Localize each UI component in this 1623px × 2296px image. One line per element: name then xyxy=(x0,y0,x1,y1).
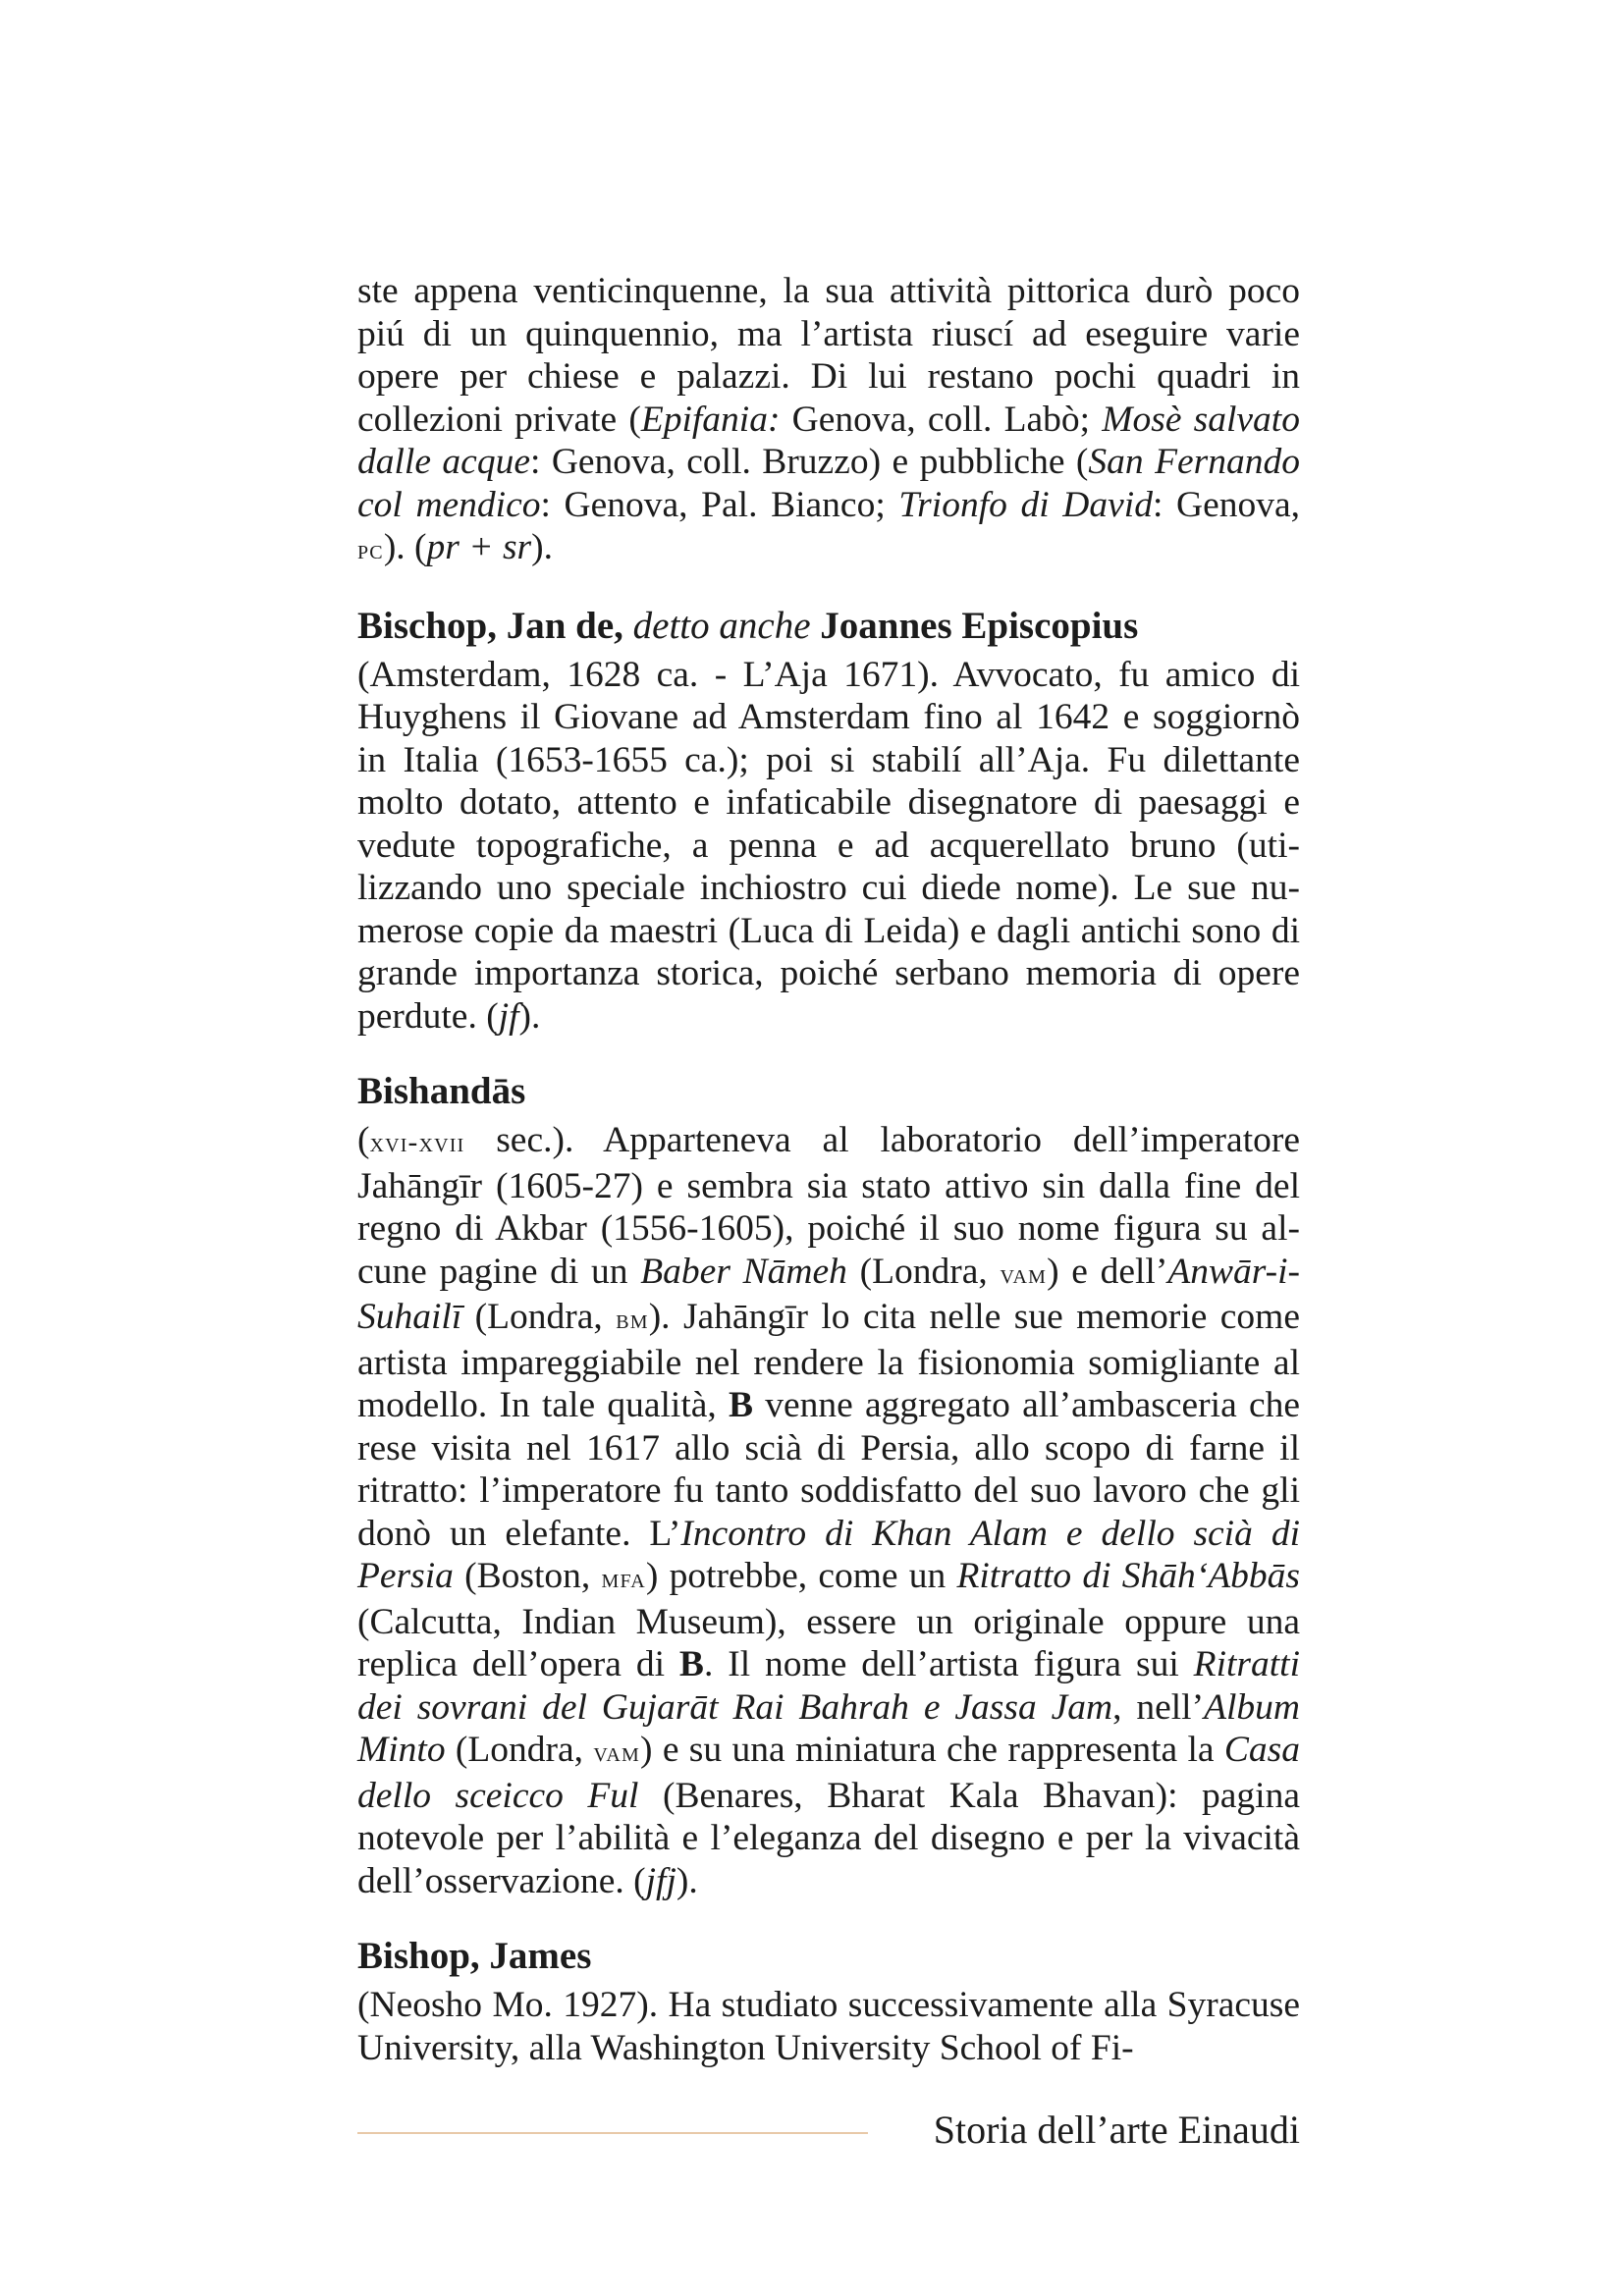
entry-alias: Joannes Episcopius xyxy=(820,604,1139,647)
text-run: ). xyxy=(518,995,541,1037)
entry-bishandas xyxy=(357,1067,1300,1902)
entry-text xyxy=(357,654,1300,1039)
entry-bischop xyxy=(357,602,1300,1039)
abbreviation: vam xyxy=(593,1736,640,1768)
text-run: ). ( xyxy=(383,527,427,567)
text-run: ). Jahāngīr lo cita nelle sue memorie come artista impareggiabile nel rendere la fisionomia somigliante al modello. In tale qualità, xyxy=(357,1297,1300,1425)
text-run: ) e su una miniatura che rappresenta la xyxy=(640,1730,1224,1770)
entry-bishop xyxy=(357,1932,1300,2069)
text-run: ). xyxy=(676,1860,698,1901)
text-run: (Amsterdam, 1628 ca. - L’Aja 1671). Avvocato, fu amico di Huyghens il Giovane ad Amsterdam fino al 1642 e soggiornò in Italia (1653-1655 ca.); poi si stabilí all’Aja. Fu dilettante molto dotato, attento e infaticabile disegnatore di paesaggi e vedute topografiche, a penna e ad acquerellato bruno (utilizzando uno speciale inchiostro cui diede nome). Le sue numerose copie da maestri (Luca di Leida) e dagli antichi sono di grande importanza storica, poiché serbano memoria di opere perdute. ( xyxy=(357,654,1300,1037)
entry-heading xyxy=(357,1932,1300,1981)
text-run: ) e dell’ xyxy=(1047,1251,1168,1292)
text-run: ). xyxy=(531,527,554,567)
text-run: : Genova, coll. Bruzzo) e pubbliche ( xyxy=(529,442,1089,482)
work-title: Casa dello sceicco Ful xyxy=(357,1730,1300,1816)
entry-text xyxy=(357,1984,1300,2069)
entry-heading xyxy=(357,1067,1300,1116)
text-run: . Il nome dell’artista figura sui xyxy=(703,1644,1194,1684)
text-run: , nell’ xyxy=(1112,1686,1205,1728)
work-title: Baber Nāmeh xyxy=(640,1251,847,1292)
work-title: Ritratti dei sovrani del Gujarāt Rai Bahrah e Jassa Jam xyxy=(357,1644,1300,1728)
text-run: (Boston, xyxy=(453,1556,602,1596)
text-run: ) potrebbe, come un xyxy=(645,1556,957,1596)
entry-heading xyxy=(357,602,1300,651)
text-run: ( xyxy=(357,1120,370,1160)
work-title: Mosè salvato dalle acque xyxy=(357,399,1300,482)
page-footer xyxy=(357,2106,1300,2155)
text-run: (Benares, Bharat Kala Bhavan): pagina notevole per l’abilità e l’eleganza del disegno e per la vivacità dell’osservazione. ( xyxy=(357,1775,1300,1901)
abbreviation: vam xyxy=(1000,1257,1048,1290)
footer-rule xyxy=(357,2132,868,2134)
continuation-paragraph xyxy=(357,270,1300,572)
work-title: Anwār-i-Suhailī xyxy=(357,1251,1300,1337)
work-title: Epifania: xyxy=(640,399,781,440)
page-body xyxy=(357,270,1300,2069)
entry-text xyxy=(357,1119,1300,1902)
entry-name: Bischop, Jan de, xyxy=(357,604,623,647)
text-run: sec.). Apparteneva al laboratorio dell’imperatore Jahāngīr (1605-27) e sembra sia stato attivo sin dalla fine del regno di Akbar (1556-1605), poiché il suo nome figura su alcune pagine di un xyxy=(357,1120,1300,1292)
work-title: Album Minto xyxy=(357,1686,1300,1770)
abbreviation: xvi-xvii xyxy=(369,1127,465,1158)
work-title: Ritratto di Shāh‘Abbās xyxy=(956,1556,1300,1596)
text-run: (Londra, xyxy=(461,1297,617,1337)
footer-title: Storia dell’arte Einaudi xyxy=(933,2108,1300,2152)
abbreviation: bm xyxy=(616,1304,649,1335)
work-title: San Fernando col mendico xyxy=(357,442,1300,525)
text-run: (Londra, xyxy=(445,1730,594,1770)
entry-initial: B xyxy=(729,1385,754,1425)
author-initials: jfj xyxy=(645,1860,676,1901)
alias-label: detto anche xyxy=(632,604,811,647)
text-run: : Genova, xyxy=(1152,484,1301,525)
author-initials: jf xyxy=(498,995,519,1037)
entry-name: Bishop, James xyxy=(357,1935,592,1977)
text-run: ste appena venticinquenne, la sua attività pittorica durò poco piú di un quinquennio, ma l’artista riuscí ad eseguire varie opere per chiese e palazzi. Di lui restano pochi quadri in collezioni private ( xyxy=(357,271,1300,440)
work-title: Trionfo di David xyxy=(898,484,1153,525)
abbreviation: pc xyxy=(357,534,384,565)
text-run: : Genova, Pal. Bianco; xyxy=(540,484,899,525)
entry-initial: B xyxy=(678,1644,704,1684)
work-title: Incontro di Khan Alam e dello scià di Persia xyxy=(357,1513,1300,1596)
entry-name: Bishandās xyxy=(357,1070,526,1112)
abbreviation: mfa xyxy=(601,1563,646,1594)
text-run: (Neosho Mo. 1927). Ha studiato successivamente alla Syracuse University, alla Washington University School of Fi- xyxy=(357,1985,1300,2068)
text-run: Genova, coll. Labò; xyxy=(780,399,1103,440)
text-run: venne aggregato all’ambasceria che rese visita nel 1617 allo scià di Persia, allo scopo di farne il ritratto: l’imperatore fu tanto soddisfatto del suo lavoro che gli donò un elefante. L’ xyxy=(357,1385,1301,1554)
text-run: (Calcutta, Indian Museum), essere un originale oppure una replica dell’opera di xyxy=(357,1601,1300,1684)
text-run: (Londra, xyxy=(846,1251,1001,1292)
author-initials: pr + sr xyxy=(426,527,532,567)
